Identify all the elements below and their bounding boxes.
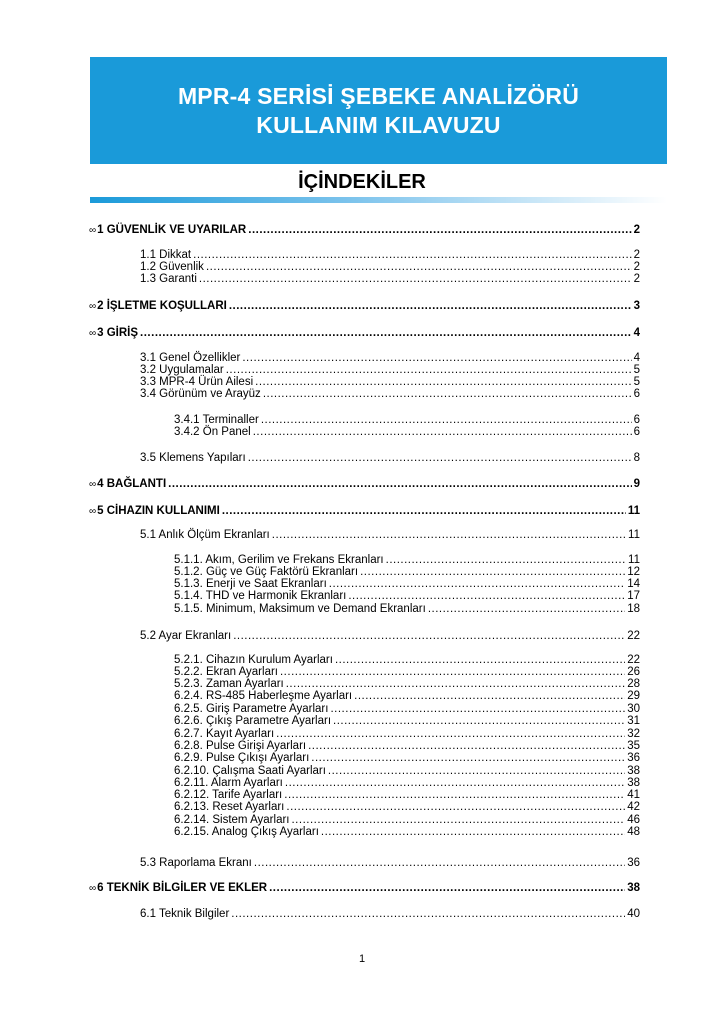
toc-entry-page: 5 — [633, 376, 640, 388]
toc-entry-label: 6.2.12. Tarife Ayarları — [174, 789, 283, 801]
toc-entry-page: 4 — [633, 327, 640, 339]
toc-entry — [89, 505, 640, 518]
toc-entry — [174, 426, 640, 439]
toc-entry-page: 38 — [627, 777, 640, 789]
toc-entry-label: 3.4 Görünüm ve Arayüz — [140, 388, 261, 400]
toc-entry-page: 11 — [627, 505, 640, 517]
toc-entry — [140, 273, 640, 286]
dot-leader — [428, 603, 625, 616]
toc-entry — [174, 801, 640, 814]
dot-leader — [253, 426, 632, 439]
dot-leader — [311, 752, 625, 765]
toc-entry-label: 6.2.14. Sistem Ayarları — [174, 814, 290, 826]
toc-entry-label: 6.2.13. Reset Ayarları — [174, 801, 285, 813]
toc-entry-label: 6.2.7. Kayıt Ayarları — [174, 728, 275, 740]
toc-entry-label: 6.2.10. Çalışma Saati Ayarları — [174, 765, 326, 777]
toc-entry — [89, 327, 640, 340]
toc-entry-label: 5 CİHAZIN KULLANIMI — [97, 505, 220, 517]
dot-leader — [348, 590, 625, 603]
dot-leader — [321, 826, 625, 839]
toc-heading: İÇİNDEKİLER — [298, 171, 426, 193]
infinity-bullet-icon: ∞ — [89, 506, 97, 517]
toc-entry-label: 5.2.1. Cihazın Kurulum Ayarları — [174, 654, 333, 666]
toc-entry-label: 3.3 MPR-4 Ürün Ailesi — [140, 376, 254, 388]
toc-entry-label: 6.2.9. Pulse Çıkışı Ayarları — [174, 752, 310, 764]
toc-entry — [89, 300, 640, 313]
toc-entry-page: 38 — [627, 882, 640, 894]
toc-entry-label: 6.1 Teknik Bilgiler — [140, 908, 230, 920]
toc-entry-label: 3.2 Uygulamalar — [140, 364, 224, 376]
dot-leader — [168, 478, 631, 491]
toc-entry — [140, 630, 640, 643]
toc-entry-page: 6 — [633, 426, 640, 438]
toc-entry — [174, 752, 640, 765]
toc-entry-page: 3 — [633, 300, 640, 312]
toc-entry-label: 3.5 Klemens Yapıları — [140, 452, 246, 464]
toc-entry-label: 3.4.1 Terminaller — [174, 414, 259, 426]
toc-entry-page: 31 — [627, 715, 640, 727]
heading-underline — [90, 197, 667, 203]
toc-entry-label: 5.2.3. Zaman Ayarları — [174, 678, 284, 690]
toc-entry-page: 38 — [627, 765, 640, 777]
toc-entry-page: 8 — [633, 452, 640, 464]
dot-leader — [272, 529, 626, 542]
toc-entry-label: 5.3 Raporlama Ekranı — [140, 857, 252, 869]
toc-entry-page: 2 — [633, 261, 640, 273]
toc-entry — [174, 590, 640, 603]
toc-entry-page: 22 — [627, 630, 640, 642]
toc-entry-label: 1.1 Dikkat — [140, 249, 192, 261]
document-title-line-2: KULLANIM KILAVUZU — [256, 111, 501, 138]
toc-entry-page: 17 — [627, 590, 640, 602]
toc-entry-label: 3.1 Genel Özellikler — [140, 352, 241, 364]
toc-entry-label: 6.2.15. Analog Çıkış Ayarları — [174, 826, 319, 838]
toc-entry-label: 5.2.2. Ekran Ayarları — [174, 666, 278, 678]
toc-entry-page: 14 — [627, 578, 640, 590]
toc-entry-label: 2 İŞLETME KOŞULLARI — [97, 300, 227, 312]
toc-entry-page: 22 — [627, 654, 640, 666]
toc-entry-page: 26 — [627, 666, 640, 678]
toc-entry-page: 36 — [627, 857, 640, 869]
toc-entry-page: 2 — [633, 249, 640, 261]
toc-entry-page: 35 — [627, 740, 640, 752]
toc-entry-label: 5.2 Ayar Ekranları — [140, 630, 232, 642]
toc-entry-label: 6.2.11. Alarm Ayarları — [174, 777, 283, 789]
toc-entry — [140, 857, 640, 870]
toc-entry — [140, 452, 640, 465]
toc-entry-label: 1 GÜVENLİK VE UYARILAR — [97, 224, 247, 236]
page-number: 1 — [358, 953, 366, 965]
infinity-bullet-icon: ∞ — [89, 301, 97, 312]
toc-entry-page: 42 — [627, 801, 640, 813]
toc-entry-page: 18 — [627, 603, 640, 615]
dot-leader — [254, 857, 625, 870]
toc-entry-page: 5 — [633, 364, 640, 376]
toc-entry — [174, 603, 640, 616]
toc-entry-page: 48 — [627, 826, 640, 838]
toc-entry — [140, 388, 640, 401]
toc-entry-label: 4 BAĞLANTI — [97, 478, 167, 490]
infinity-bullet-icon: ∞ — [89, 479, 97, 490]
toc-entry-label: 5.1.3. Enerji ve Saat Ekranları — [174, 578, 327, 590]
toc-entry — [140, 529, 640, 542]
toc-entry-page: 6 — [633, 388, 640, 400]
toc-entry-label: 3.4.2 Ön Panel — [174, 426, 251, 438]
dot-leader — [354, 690, 625, 703]
toc-entry-label: 5.1.5. Minimum, Maksimum ve Demand Ekranları — [174, 603, 426, 615]
toc-entry-page: 46 — [627, 814, 640, 826]
toc-entry-page: 41 — [627, 789, 640, 801]
toc-entry-page: 2 — [633, 224, 640, 236]
toc-entry-page: 12 — [627, 566, 640, 578]
toc-entry-label: 6.2.4. RS-485 Haberleşme Ayarları — [174, 690, 353, 702]
toc-entry-label: 5.1.1. Akım, Gerilim ve Frekans Ekranları — [174, 554, 384, 566]
toc-entry-page: 11 — [628, 554, 640, 566]
dot-leader — [248, 452, 632, 465]
infinity-bullet-icon: ∞ — [89, 883, 97, 894]
title-banner — [90, 57, 667, 164]
dot-leader — [199, 273, 632, 286]
toc-entry — [174, 826, 640, 839]
dot-leader — [263, 388, 632, 401]
toc-entry-label: 5.1 Anlık Ölçüm Ekranları — [140, 529, 270, 541]
toc-entry — [174, 690, 640, 703]
toc-entry-label: 6 TEKNİK BİLGİLER VE EKLER — [97, 882, 268, 894]
dot-leader — [269, 882, 625, 895]
toc-entry-page: 29 — [627, 690, 640, 702]
dot-leader — [248, 224, 631, 237]
toc-entry-page: 11 — [628, 529, 640, 541]
dot-leader — [140, 327, 632, 340]
dot-leader — [222, 505, 626, 518]
dot-leader — [233, 630, 625, 643]
document-title-line-1: MPR-4 SERİSİ ŞEBEKE ANALİZÖRÜ — [177, 82, 580, 109]
dot-leader — [229, 300, 632, 313]
toc-entry-page: 28 — [627, 678, 640, 690]
toc-entry — [89, 478, 640, 491]
toc-entry-page: 36 — [627, 752, 640, 764]
toc-entry-label: 1.3 Garanti — [140, 273, 197, 285]
infinity-bullet-icon: ∞ — [89, 225, 97, 236]
toc-entry-page: 4 — [633, 352, 640, 364]
toc-entry-label: 6.2.8. Pulse Girişi Ayarları — [174, 740, 307, 752]
toc-entry-page: 9 — [633, 478, 640, 490]
toc-entry-label: 6.2.5. Giriş Parametre Ayarları — [174, 703, 329, 715]
toc-entry-page: 30 — [627, 703, 640, 715]
infinity-bullet-icon: ∞ — [89, 328, 97, 339]
toc-entry — [140, 908, 640, 921]
toc-entry-page: 6 — [633, 414, 640, 426]
toc-entry-label: 6.2.6. Çıkış Parametre Ayarları — [174, 715, 332, 727]
dot-leader — [333, 715, 625, 728]
toc-entry-label: 5.1.2. Güç ve Güç Faktörü Ekranları — [174, 566, 359, 578]
dot-leader — [231, 908, 625, 921]
toc-entry — [174, 715, 640, 728]
toc-entry-label: 5.1.4. THD ve Harmonik Ekranları — [174, 590, 347, 602]
toc-entry — [89, 224, 640, 237]
toc-entry-page: 2 — [633, 273, 640, 285]
toc-entry — [89, 882, 640, 895]
toc-entry-label: 1.2 Güvenlik — [140, 261, 204, 273]
toc-entry-page: 32 — [627, 728, 640, 740]
dot-leader — [286, 801, 625, 814]
toc-entry-page: 40 — [627, 908, 640, 920]
toc-entry-label: 3 GİRİŞ — [97, 327, 139, 339]
